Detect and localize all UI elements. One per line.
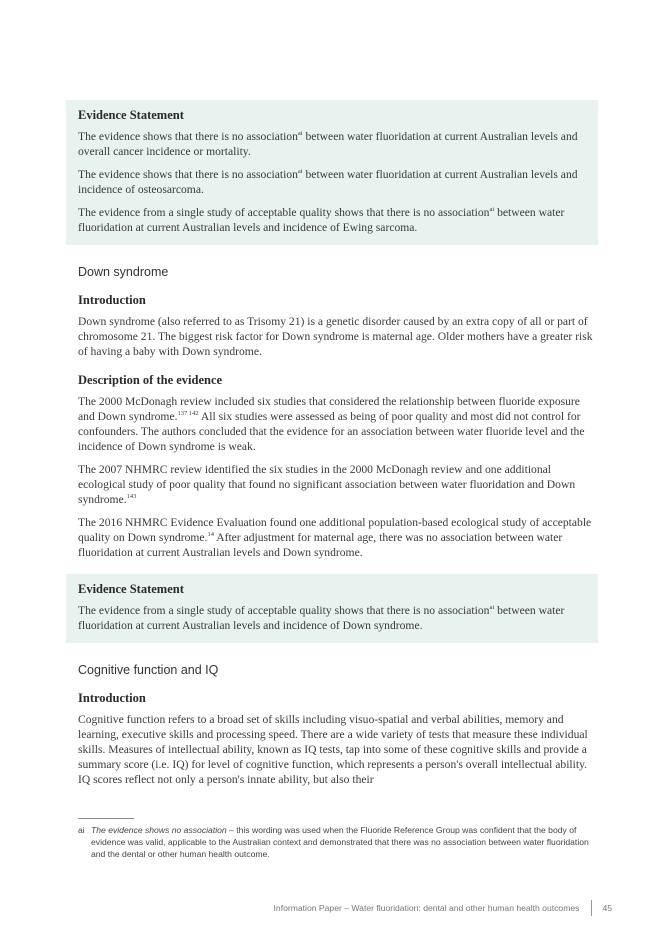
evidence-paragraph: The evidence shows that there is no association$^{ai}$ between water fluoridation at current Australian levels and incidence of osteosarcoma. <box>78 168 578 196</box>
evidence-paragraph: The evidence from a single study of acceptable quality shows that there is no association$^{ai}$ between water fluoridation at current Australian levels and incidence of Down syndrome. <box>78 604 565 632</box>
evidence-statement-title: Evidence Statement <box>78 582 184 596</box>
section-heading-cognitive: Cognitive function and IQ <box>78 663 219 677</box>
body-paragraph: Down syndrome (also referred to as Trisomy 21) is a genetic disorder caused by an extra copy of all or part of chromosome 21. The biggest risk factor for Down syndrome is maternal age. Older mothers have a greater risk of having a baby with Down syndrome. <box>78 315 593 358</box>
page-number: 45 <box>602 903 612 913</box>
body-paragraph: Cognitive function refers to a broad set of skills including visuo-spatial and verbal abilities, memory and learning, executive skills and processing speed. There are a wide variety of tests that measure these individual skills. Measures of intellectual ability, known as IQ tests, tap into some of these cognitive skills and provide a summary score (i.e. IQ) for level of cognitive function, which represents a person's overall intellectual ability. IQ scores reflect not only a person's innate ability, but also their <box>78 713 588 786</box>
page-footer <box>274 900 612 916</box>
footnote-text: The evidence shows no association – this wording was used when the Fluoride Reference Group was confident that the body of evidence was valid, applicable to the Australian context and demonstrated that there was no association between water fluoridation and the dental or other human health outcome. <box>91 825 589 859</box>
subheading-introduction: Introduction <box>78 691 146 705</box>
down-description <box>78 373 598 560</box>
body-paragraph: The 2007 NHMRC review identified the six studies in the 2000 McDonagh review and one additional ecological study of poor quality that found no significant association between water fluoridation and Down syndrome.$^{143}$ <box>78 463 576 506</box>
evidence-paragraph: The evidence shows that there is no association$^{ai}$ between water fluoridation at current Australian levels and overall cancer incidence or mortality. <box>78 130 578 158</box>
footnote-divider <box>78 818 134 819</box>
body-paragraph: The 2016 NHMRC Evidence Evaluation found one additional population-based ecological study of acceptable quality on Down syndrome.$^{14}$ After adjustment for maternal age, there was no association between water fluoridation at current Australian levels and Down syndrome. <box>78 516 592 559</box>
footer-title: Information Paper – Water fluoridation: dental and other human health outcomes <box>273 903 580 913</box>
footnote-marker: ai <box>78 825 85 835</box>
section-heading-down-syndrome: Down syndrome <box>78 265 169 279</box>
down-introduction <box>78 293 598 359</box>
evidence-statement-box-cancer <box>66 100 598 245</box>
subheading-introduction: Introduction <box>78 293 146 307</box>
body-paragraph: The 2000 McDonagh review included six studies that considered the relationship between fluoride exposure and Down syndrome.$^{137 142}$ All six studies were assessed as being of poor quality and most did not control for confounders. The authors concluded that the evidence for an association between water fluoride level and the incidence of Down syndrome is weak. <box>78 395 585 453</box>
subheading-description: Description of the evidence <box>78 373 223 387</box>
footnote <box>78 824 598 860</box>
footer-separator <box>591 900 592 916</box>
evidence-statement-box-down <box>66 574 598 643</box>
cognitive-introduction <box>78 691 598 787</box>
evidence-statement-title: Evidence Statement <box>78 108 184 122</box>
page-content <box>78 100 598 801</box>
evidence-paragraph: The evidence from a single study of acceptable quality shows that there is no association$^{ai}$ between water fluoridation at current Australian levels and incidence of Ewing sarcoma. <box>78 206 565 234</box>
